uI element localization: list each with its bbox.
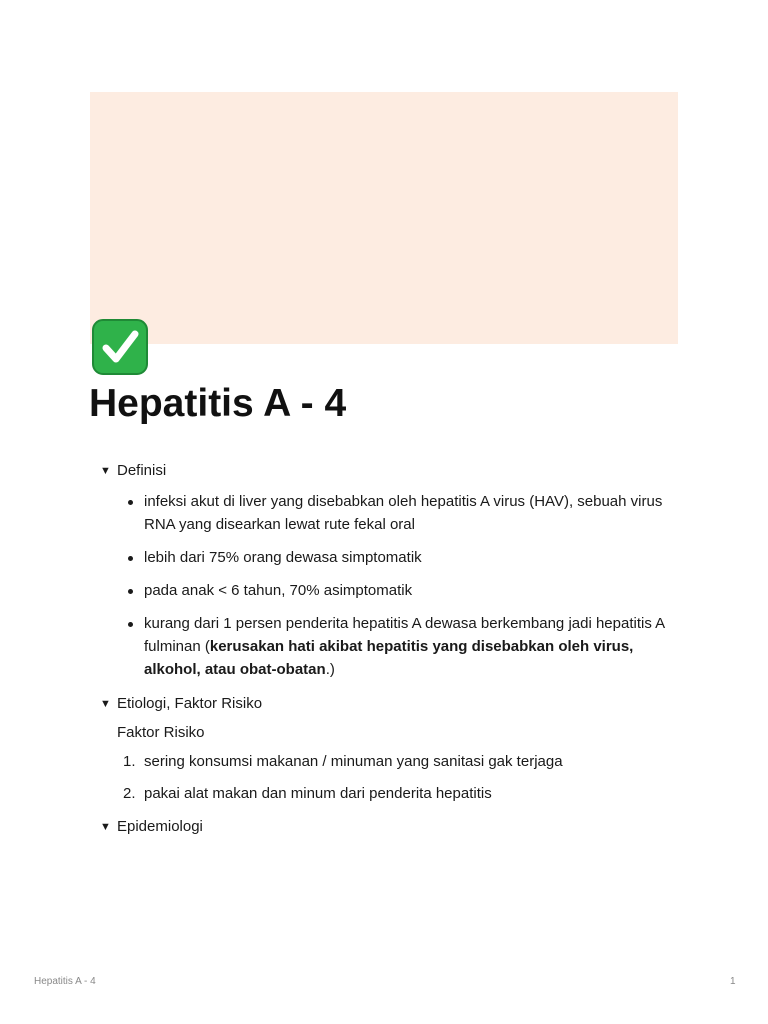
toggle-epidemiologi [100, 814, 680, 840]
toggle-body-etiologi [117, 721, 680, 805]
check-mark-button-icon [92, 319, 148, 375]
bold-text: kerusakan hati akibat hepatitis yang disebabkan oleh virus, alkohol, atau obat-obatan [144, 638, 634, 678]
bullet-icon [128, 556, 133, 561]
toggle-header-definisi[interactable] [100, 458, 680, 484]
list-item-text: sering konsumsi makanan / minuman yang sanitasi gak terjaga [144, 753, 563, 770]
list-item-text: pakai alat makan dan minum dari penderita hepatitis [144, 785, 492, 802]
bullet-icon [128, 589, 133, 594]
subheading-faktor-risiko: Faktor Risiko [117, 724, 205, 741]
bullet-list [117, 490, 680, 681]
toggle-label: Epidemiologi [117, 818, 203, 835]
toggle-etiologi [100, 691, 680, 805]
triangle-down-icon[interactable]: ▼ [100, 821, 111, 833]
toggle-definisi [100, 458, 680, 681]
list-item [117, 579, 680, 602]
list-item [117, 782, 680, 805]
bullet-icon [128, 500, 133, 505]
page-title: Hepatitis A - 4 [89, 382, 347, 425]
list-number: 2. [123, 785, 136, 802]
list-item-text: pada anak < 6 tahun, 70% asimptomatik [144, 582, 413, 599]
list-item [117, 546, 680, 569]
triangle-down-icon[interactable]: ▼ [100, 465, 111, 477]
toggle-header-etiologi[interactable] [100, 691, 680, 717]
toggle-header-epidemiologi[interactable] [100, 814, 680, 840]
toggle-label: Etiologi, Faktor Risiko [117, 695, 263, 712]
list-item-text: lebih dari 75% orang dewasa simptomatik [144, 549, 422, 566]
list-item [117, 490, 680, 536]
toggle-label: Definisi [117, 462, 167, 479]
list-item [117, 750, 680, 773]
list-item-text: infeksi akut di liver yang disebabkan oleh hepatitis A virus (HAV), sebuah virus RNA yang disearkan lewat rute fekal oral [144, 493, 663, 533]
list-item-text-part: .) [325, 661, 335, 678]
list-item [117, 612, 680, 681]
list-item-text [144, 615, 664, 678]
numbered-list [117, 750, 680, 805]
page-content [100, 458, 680, 840]
footer-title: Hepatitis A - 4 [34, 976, 96, 987]
cover-image [90, 92, 678, 344]
toggle-body-definisi [117, 490, 680, 681]
list-number: 1. [123, 753, 136, 770]
list-item-text-part: kurang dari 1 persen penderita hepatitis A dewasa berkembang jadi hepatitis A fulminan ( [144, 615, 665, 655]
page-number: 1 [730, 976, 736, 987]
bullet-icon [128, 622, 133, 627]
triangle-down-icon[interactable]: ▼ [100, 698, 111, 710]
